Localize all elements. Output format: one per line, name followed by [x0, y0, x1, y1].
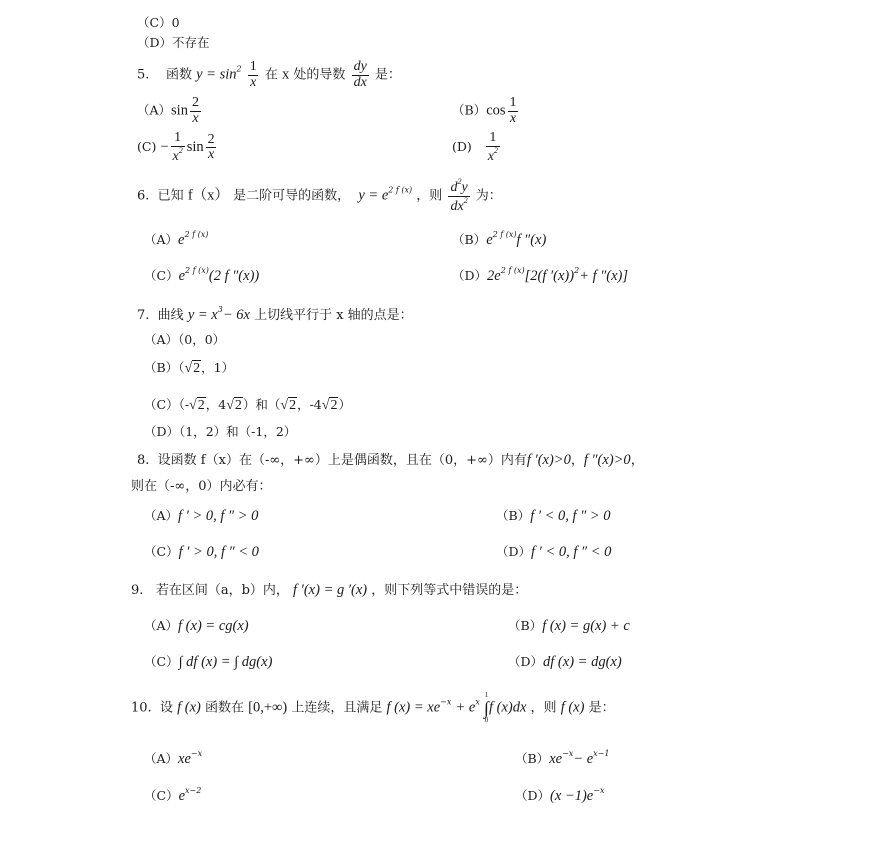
- q9-option-b: （B）f (x) = g(x) + c: [508, 618, 630, 634]
- q7-stem: 7. 曲线 $y = x^3- 6x$ 上切线平行于 x 轴的点是：: [137, 305, 413, 323]
- q8-option-a: （A）f ′ > 0, f ″ > 0: [144, 508, 259, 524]
- q9-option-a: （A）f (x) = cg(x): [144, 618, 249, 634]
- q5-option-a: （A）sin $\frac{2}{x}$: [137, 95, 199, 126]
- q10-option-c: $(C)e^{x-2}$: [144, 786, 202, 804]
- q7-option-c: （C）（-√2，4√2）和（√2，-4√2）: [144, 397, 351, 413]
- q9-stem: 9. 若在区间（a，b）内， f ′(x) = g ′(x) ，则下列等式中错误的是：: [131, 582, 528, 598]
- q8-stem-line1: 8. 设函数 f（x）在（-∞，+∞）上是偶函数，且在（0，+∞）内有f ′(x)>0，f ″(x)>0，: [137, 452, 644, 468]
- q10-option-b: $(B)xe^{-x}- e^{x-1}$: [515, 749, 610, 767]
- q5-post2: 是：: [374, 67, 401, 83]
- q4-option-d: （D）不存在: [137, 35, 210, 50]
- q5-mid: 在: [264, 67, 278, 83]
- q7-option-b: （B）（√2，1）: [144, 360, 235, 376]
- q5-option-d: (D) $\frac{1}{x^2}$: [452, 130, 498, 164]
- q8-stem-line2: 则在（-∞，0）内必有：: [131, 479, 272, 494]
- q6-option-a: $(A)e^{2 f (x)}$: [144, 230, 209, 248]
- q5-fn: y = sin: [196, 66, 237, 83]
- q9-option-c: （C）∫ df (x) = ∫ dg(x): [144, 654, 273, 670]
- q5-pre: 函数: [165, 67, 192, 83]
- q8-option-d: （D）f ′ < 0, f ″ < 0: [496, 544, 612, 560]
- q6-option-b: $(B)e^{2 f (x)}f$ ″(x): [452, 230, 547, 248]
- q6-option-d: $(D)2e^{2 f (x)}[2(f$ ′(x))$^2$+ f ″(x)]: [452, 266, 629, 284]
- q6-option-c: $(C)e^{2 f (x)}(2$ f ″(x)): [144, 266, 260, 284]
- q10-stem: 10. 设 f (x) 函数在 [0,+∞) 上连续，且满足 f $(x) = xe^{-x} + e^x$ 1 ∫ 0 f (x)dx ，则 f (x) 是：: [131, 691, 615, 724]
- q5-number: 5.: [137, 67, 150, 83]
- q5-exp: 2: [236, 64, 242, 74]
- q10-option-d: $(D)(x -1)e^{-x}$: [515, 786, 605, 804]
- q5-stem: [137, 60, 401, 90]
- q5-option-c: (C) − $\frac{1}{x^2}$ sin $\frac{2}{x}$: [137, 130, 215, 164]
- q5-option-b: （B）cos $\frac{1}{x}$: [452, 95, 517, 126]
- integral-sign: 1 ∫ 0: [484, 691, 489, 724]
- q8-option-c: （C）f ′ > 0, f ″ < 0: [144, 544, 259, 560]
- q5-derivative: $\frac{dy}{dx}$: [353, 59, 367, 90]
- q5-frac: $\frac{1}{x}$: [249, 59, 257, 90]
- q5-x: x: [282, 66, 290, 83]
- q10-option-a: $(A)xe^{-x}$: [144, 749, 203, 767]
- q7-option-d: （D）（1，2）和（-1，2）: [144, 424, 297, 439]
- q9-option-d: （D）df (x) = dg(x): [508, 654, 622, 670]
- q7-option-a: （A）（0，0）: [144, 332, 226, 347]
- q5-post1: 处的导数: [293, 67, 346, 83]
- q6-stem: 6. 已知 f（x） 是二阶可导的函数， $y = e^{2 f (x)}$ ，则 $\frac{d^2y}{dx^2}$ 为：: [137, 177, 502, 214]
- q4-option-c: （C）0: [137, 15, 180, 30]
- q8-option-b: （B）f ′ < 0, f ″ > 0: [496, 508, 611, 524]
